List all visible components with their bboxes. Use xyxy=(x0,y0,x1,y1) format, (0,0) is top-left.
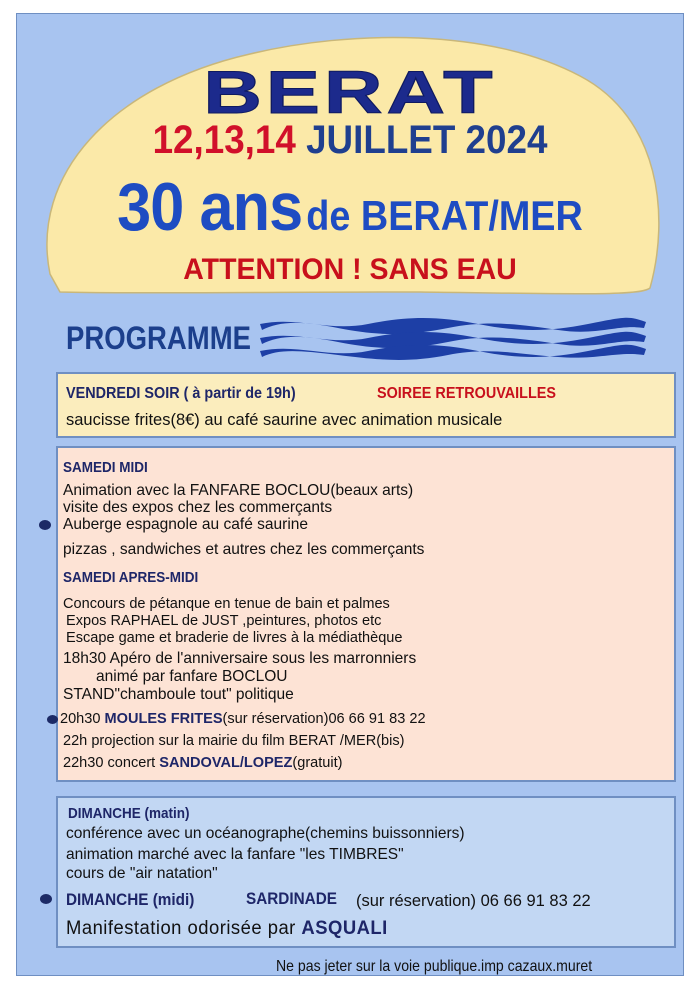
saturday-afternoon-line: STAND"chamboule tout" politique xyxy=(63,686,294,703)
sponsor-name: ASQUALI xyxy=(301,918,388,939)
moules-title: MOULES FRITES xyxy=(104,710,223,727)
anniversary-event: de BERAT/MER xyxy=(306,192,583,239)
moules-frites-line xyxy=(60,710,426,727)
waves-icon xyxy=(258,314,648,360)
anniversary-years: 30 ans xyxy=(117,169,303,245)
attention-notice: ATTENTION ! SANS EAU xyxy=(183,253,517,286)
bullet-icon xyxy=(40,894,52,904)
bullet-icon xyxy=(39,520,51,530)
sardinade-reservation: (sur réservation) 06 66 91 83 22 xyxy=(356,891,591,910)
town-title: BERAT xyxy=(203,59,497,126)
friday-tag: SOIREE RETROUVAILLES xyxy=(377,385,556,402)
sunday-midday-title: DIMANCHE (midi) xyxy=(66,890,195,909)
moules-time: 20h30 xyxy=(60,710,101,727)
programme-label: PROGRAMME xyxy=(66,320,251,356)
saturday-midday-line: pizzas , sandwiches et autres chez les commerçants xyxy=(63,541,425,558)
moules-reservation: (sur réservation)06 66 91 83 22 xyxy=(222,710,426,727)
dates-month-year: JUILLET 2024 xyxy=(306,118,548,162)
bullet-icon xyxy=(47,715,58,724)
saturday-afternoon-line: Concours de pétanque en tenue de bain et palmes xyxy=(63,595,390,612)
saturday-midday-line: Animation avec la FANFARE BOCLOU(beaux arts) xyxy=(63,482,414,499)
sardinade-title: SARDINADE xyxy=(246,889,337,908)
sunday-morning-line: cours de "air natation" xyxy=(66,865,218,882)
dates-days: 12,13,14 xyxy=(152,118,296,162)
sponsor-prefix: Manifestation odorisée par xyxy=(66,918,296,939)
saturday-midday-line: Auberge espagnole au café saurine xyxy=(63,516,309,533)
saturday-afternoon-line: Expos RAPHAEL de JUST ,peintures, photos etc xyxy=(66,612,382,629)
saturday-afternoon-line: animé par fanfare BOCLOU xyxy=(96,668,288,685)
saturday-afternoon-line: Escape game et braderie de livres à la médiathèque xyxy=(66,629,403,646)
concert-line xyxy=(63,754,343,771)
friday-title: VENDREDI SOIR ( à partir de 19h) xyxy=(66,385,296,402)
footer-notice: Ne pas jeter sur la voie publique.imp cazaux.muret xyxy=(276,958,593,975)
concert-prefix: 22h30 concert xyxy=(63,754,156,771)
anniversary-heading xyxy=(35,168,665,246)
sponsor-line xyxy=(66,918,388,940)
sunday-morning-line: conférence avec un océanographe(chemins buissonniers) xyxy=(66,825,465,842)
projection-line: 22h projection sur la mairie du film BERAT /MER(bis) xyxy=(63,732,405,749)
sunday-morning-line: animation marché avec la fanfare "les TIMBRES" xyxy=(66,846,404,863)
sunday-morning-title: DIMANCHE (matin) xyxy=(68,805,190,822)
event-dates xyxy=(28,118,672,163)
saturday-midday-line: visite des expos chez les commerçants xyxy=(63,499,333,516)
saturday-afternoon-line: 18h30 Apéro de l'anniversaire sous les marronniers xyxy=(63,650,417,667)
saturday-afternoon-title: SAMEDI APRES-MIDI xyxy=(63,569,199,586)
saturday-midday-title: SAMEDI MIDI xyxy=(63,459,148,476)
concert-suffix: (gratuit) xyxy=(292,754,343,771)
concert-band: SANDOVAL/LOPEZ xyxy=(159,754,293,771)
friday-line: saucisse frites(8€) au café saurine avec animation musicale xyxy=(66,410,503,429)
